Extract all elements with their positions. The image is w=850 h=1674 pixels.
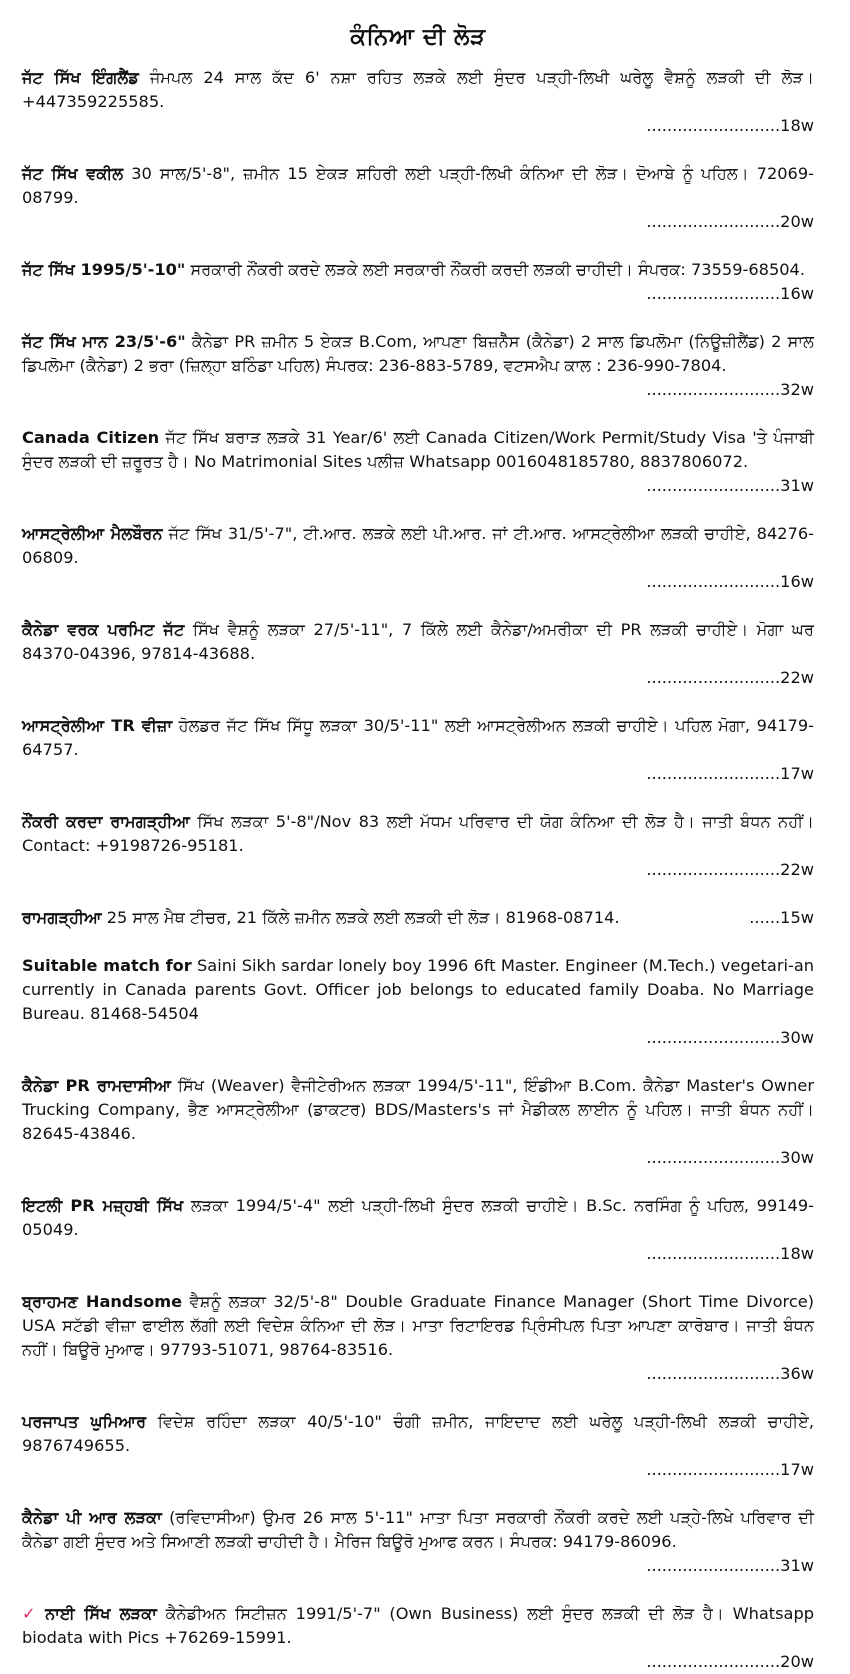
ad-heading: ਕੈਨੇਡਾ PR ਰਾਮਦਾਸੀਆ xyxy=(22,1076,172,1095)
ad-body: ਸਿੱਖ (Weaver) ਵੈਜੀਟੇਰੀਅਨ ਲੜਕਾ 1994/5'-11", ਇੰਡੀਆ B.Com. ਕੈਨੇਡਾ Master's Owner Trucking Company, ਭੈਣ ਆਸਟ੍ਰੇਲੀਆ (ਡਾਕਟਰ) BDS/Masters's ਜਾਂ ਮੈਡੀਕਲ ਲਾਈਨ ਨੂੰ ਪਹਿਲ। ਜਾਤੀ ਬੰਧਨ ਨਹੀਂ। 82645-43846. xyxy=(22,1076,814,1143)
ad-heading: ਇਟਲੀ PR ਮਜ਼੍ਹਬੀ ਸਿੱਖ xyxy=(22,1196,184,1215)
ad-heading: ਨੌਂਕਰੀ ਕਰਦਾ ਰਾਮਗੜ੍ਹੀਆ xyxy=(22,812,190,831)
ad-body: ਹੋਲਡਰ ਜੱਟ ਸਿੱਖ ਸਿੱਧੂ ਲੜਕਾ 30/5'-11" ਲਈ ਆਸਟ੍ਰੇਲੀਅਨ ਲੜਕੀ ਚਾਹੀਏ। ਪਹਿਲ ਮੋਗਾ, 94179-64757. xyxy=(22,716,814,759)
ad-heading: ਜੱਟ ਸਿੱਖ 1995/5'-10" xyxy=(22,260,186,279)
ad-heading: Suitable match for xyxy=(22,956,192,975)
ad-body: 25 ਸਾਲ ਮੈਥ ਟੀਚਰ, 21 ਕਿੱਲੇ ਜ਼ਮੀਨ ਲੜਕੇ ਲਈ ਲੜਕੀ ਦੀ ਲੋੜ। 81968-08714. xyxy=(101,908,620,927)
classified-ad xyxy=(22,66,814,138)
ad-body: ਸਿੱਖ ਲੜਕਾ 5'-8"/Nov 83 ਲਈ ਮੱਧਮ ਪਰਿਵਾਰ ਦੀ ਯੋਗ ਕੰਨਿਆ ਦੀ ਲੋੜ ਹੈ। ਜਾਤੀ ਬੰਧਨ ਨਹੀਂ। Contact: +9198726-95181. xyxy=(22,812,814,855)
ad-body: ਲੜਕਾ 1994/5'-4" ਲਈ ਪੜ੍ਹੀ-ਲਿਖੀ ਸੁੰਦਰ ਲੜਕੀ ਚਾਹੀਏ। B.Sc. ਨਰਸਿੰਗ ਨੂੰ ਪਹਿਲ, 99149-05049. xyxy=(22,1196,814,1239)
word-count: ..........................16w xyxy=(646,284,814,303)
word-count: ..........................30w xyxy=(646,1028,814,1047)
word-count: ......15w xyxy=(749,908,814,927)
ad-body: ਸਰਕਾਰੀ ਨੌਂਕਰੀ ਕਰਦੇ ਲੜਕੇ ਲਈ ਸਰਕਾਰੀ ਨੌਂਕਰੀ ਕਰਦੀ ਲੜਕੀ ਚਾਹੀਦੀ। ਸੰਪਰਕ: 73559-68504. xyxy=(185,260,805,279)
classified-ad xyxy=(22,1074,814,1170)
ad-heading: Canada Citizen xyxy=(22,428,160,447)
ad-heading: ਆਸਟ੍ਰੇਲੀਆ TR ਵੀਜ਼ਾ xyxy=(22,716,173,735)
ad-body: ਸਿੱਖ ਵੈਸ਼ਨੂੰ ਲੜਕਾ 27/5'-11", 7 ਕਿੱਲੇ ਲਈ ਕੈਨੇਡਾ/ਅਮਰੀਕਾ ਦੀ PR ਲੜਕੀ ਚਾਹੀਏ। ਮੋਗਾ ਘਰ 84370-04396, 97814-43688. xyxy=(22,620,814,663)
ad-heading: ਆਸਟ੍ਰੇਲੀਆ ਮੈਲਬੌਰਨ xyxy=(22,524,163,543)
ad-heading: ਪਰਜਾਪਤ ਘੁਮਿਆਰ xyxy=(22,1412,147,1431)
classified-ad xyxy=(22,522,814,594)
word-count: ..........................30w xyxy=(646,1148,814,1167)
word-count: ..........................32w xyxy=(646,380,814,399)
ad-heading: ਜੱਟ ਸਿੱਖ ਮਾਨ 23/5'-6" xyxy=(22,332,186,351)
classified-ad xyxy=(22,258,814,306)
word-count: ..........................17w xyxy=(646,764,814,783)
word-count: ..........................20w xyxy=(646,1652,814,1671)
check-mark-icon: ✓ xyxy=(22,1604,40,1623)
ad-heading: ਜੱਟ ਸਿੱਖ ਇੰਗਲੈਂਡ xyxy=(22,68,139,87)
classified-ad xyxy=(22,906,814,930)
classified-ad xyxy=(22,714,814,786)
word-count: ..........................18w xyxy=(646,116,814,135)
classified-ad xyxy=(22,1410,814,1482)
ad-body: ਜੱਟ ਸਿੱਖ ਬਰਾੜ ਲੜਕੇ 31 Year/6' ਲਈ Canada Citizen/Work Permit/Study Visa 'ਤੇ ਪੰਜਾਬੀ ਸੁੰਦਰ ਲੜਕੀ ਦੀ ਜ਼ਰੂਰਤ ਹੈ। No Matrimonial Sites ਪਲੀਜ਼ Whatsapp 0016048185780, 8837806072. xyxy=(22,428,814,471)
ad-body: ਜੰਮਪਲ 24 ਸਾਲ ਕੱਦ 6' ਨਸ਼ਾ ਰਹਿਤ ਲੜਕੇ ਲਈ ਸੁੰਦਰ ਪੜ੍ਹੀ-ਲਿਖੀ ਘਰੇਲੂ ਵੈਸ਼ਨੂੰ ਲੜਕੀ ਦੀ ਲੋੜ। +447359225585. xyxy=(22,68,814,111)
ad-heading: ਬ੍ਰਾਹਮਣ Handsome xyxy=(22,1292,183,1311)
word-count: ..........................31w xyxy=(646,1556,814,1575)
classified-ad xyxy=(22,426,814,498)
word-count: ..........................17w xyxy=(646,1460,814,1479)
word-count: ..........................22w xyxy=(646,860,814,879)
classified-ad xyxy=(22,810,814,882)
ad-body: 30 ਸਾਲ/5'-8", ਜ਼ਮੀਨ 15 ਏਕੜ ਸ਼ਹਿਰੀ ਲਈ ਪੜ੍ਹੀ-ਲਿਖੀ ਕੰਨਿਆ ਦੀ ਲੋੜ। ਦੋਆਬੇ ਨੂੰ ਪਹਿਲ। 72069-08799. xyxy=(22,164,814,207)
ad-heading: ਰਾਮਗੜ੍ਹੀਆ xyxy=(22,908,102,927)
page-title: ਕੰਨਿਆ ਦੀ ਲੋੜ xyxy=(350,24,486,50)
word-count: ..........................16w xyxy=(646,572,814,591)
classified-ad xyxy=(22,1602,814,1674)
classified-ad xyxy=(22,330,814,402)
classified-ad xyxy=(22,162,814,234)
classified-ad xyxy=(22,1290,814,1386)
word-count: ..........................20w xyxy=(646,212,814,231)
ad-body: ਜੱਟ ਸਿੱਖ 31/5'-7", ਟੀ.ਆਰ. ਲੜਕੇ ਲਈ ਪੀ.ਆਰ. ਜਾਂ ਟੀ.ਆਰ. ਆਸਟ੍ਰੇਲੀਆ ਲੜਕੀ ਚਾਹੀਏ, 84276-06809. xyxy=(22,524,815,567)
ad-heading: ਕੈਨੇਡਾ ਵਰਕ ਪਰਮਿਟ ਜੱਟ xyxy=(22,620,185,639)
ad-body: Saini Sikh sardar lonely boy 1996 6ft Master. Engineer (M.Tech.) vegetari-an currently in Canada parents Govt. Officer job belongs to educated family Doaba. No Marriage Bureau. 81468-54504 xyxy=(22,956,814,1023)
word-count: ..........................22w xyxy=(646,668,814,687)
classified-ad xyxy=(22,1506,814,1578)
classified-ad xyxy=(22,618,814,690)
ad-heading: ਜੱਟ ਸਿੱਖ ਵਕੀਲ xyxy=(22,164,124,183)
word-count: ..........................18w xyxy=(646,1244,814,1263)
word-count: ..........................31w xyxy=(646,476,814,495)
ad-body: ਕੈਨੇਡਾ PR ਜ਼ਮੀਨ 5 ਏਕੜ B.Com, ਆਪਣਾ ਬਿਜ਼ਨੈੱਸ (ਕੈਨੇਡਾ) 2 ਸਾਲ ਡਿਪਲੋਮਾ (ਨਿਊਜ਼ੀਲੈਂਡ) 2 ਸਾਲ ਡਿਪਲੋਮਾ (ਕੈਨੇਡਾ) 2 ਭਰਾ (ਜ਼ਿਲ੍ਹਾ ਬਠਿੰਡਾ ਪਹਿਲ) ਸੰਪਰਕ: 236-883-5789, ਵਟਸਐਪ ਕਾਲ : 236-990-7804. xyxy=(22,332,814,375)
ad-heading: ਕੈਨੇਡਾ ਪੀ ਆਰ ਲੜਕਾ xyxy=(22,1508,162,1527)
ad-body: ਵਿਦੇਸ਼ ਰਹਿੰਦਾ ਲੜਕਾ 40/5'-10" ਚੰਗੀ ਜ਼ਮੀਨ, ਜਾਇਦਾਦ ਲਈ ਘਰੇਲੂ ਪੜ੍ਹੀ-ਲਿਖੀ ਲੜਕੀ ਚਾਹੀਏ, 9876749655. xyxy=(22,1412,815,1455)
ad-body: ਵੈਸ਼ਨੂੰ ਲੜਕਾ 32/5'-8" Double Graduate Finance Manager (Short Time Divorce) USA ਸਟੱਡੀ ਵੀਜ਼ਾ ਫਾਈਲ ਲੱਗੀ ਲਈ ਵਿਦੇਸ਼ ਕੰਨਿਆ ਦੀ ਲੋੜ। ਮਾਤਾ ਰਿਟਾਇਰਡ ਪ੍ਰਿੰਸੀਪਲ ਪਿਤਾ ਆਪਣਾ ਕਾਰੋਬਾਰ। ਜਾਤੀ ਬੰਧਨ ਨਹੀਂ। ਬਿਊਰੋ ਮੁਆਫ। 97793-51071, 98764-83516. xyxy=(22,1292,815,1359)
ads-list xyxy=(22,66,814,1674)
ad-heading: ਨਾਈ ਸਿੱਖ ਲੜਕਾ xyxy=(45,1604,157,1623)
word-count: ..........................36w xyxy=(646,1364,814,1383)
classified-ad xyxy=(22,1194,814,1266)
ad-body: (ਰਵਿਦਾਸੀਆ) ਉਮਰ 26 ਸਾਲ 5'-11" ਮਾਤਾ ਪਿਤਾ ਸਰਕਾਰੀ ਨੌਂਕਰੀ ਕਰਦੇ ਲਈ ਪੜ੍ਹੇ-ਲਿਖੇ ਪਰਿਵਾਰ ਦੀ ਕੈਨੇਡਾ ਗਈ ਸੁੰਦਰ ਅਤੇ ਸਿਆਣੀ ਲੜਕੀ ਚਾਹੀਦੀ ਹੈ। ਮੈਰਿਜ ਬਿਊਰੋ ਮੁਆਫ ਕਰਨ। ਸੰਪਰਕ: 94179-86096. xyxy=(22,1508,815,1551)
classified-ad xyxy=(22,954,814,1050)
ad-body: ਕੈਨੇਡੀਅਨ ਸਿਟੀਜ਼ਨ 1991/5'-7" (Own Business) ਲਈ ਸੁੰਦਰ ਲੜਕੀ ਦੀ ਲੋੜ ਹੈ। Whatsapp biodata with Pics +76269-15991. xyxy=(22,1604,814,1647)
